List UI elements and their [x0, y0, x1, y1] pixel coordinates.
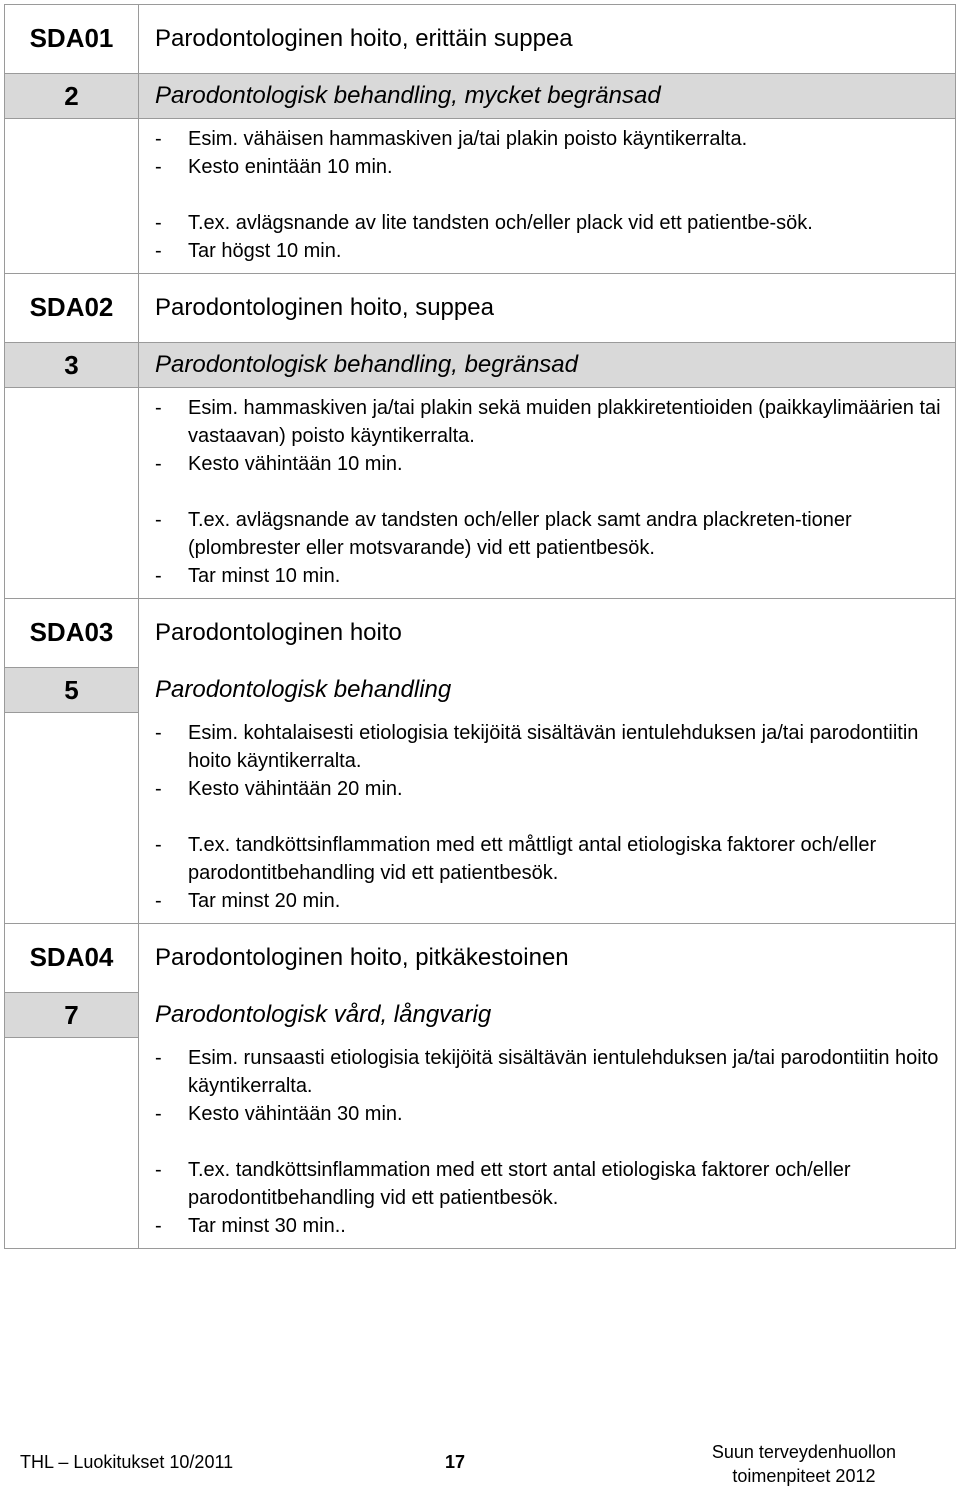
description [155, 388, 943, 598]
swedish-list [155, 1156, 943, 1240]
swedish-title: Parodontologisk behandling, mycket begränsad [155, 82, 661, 109]
footer-publication: THL – Luokitukset 10/2011 [20, 1452, 234, 1472]
procedure-number: 5 [5, 667, 138, 713]
description [155, 1038, 943, 1248]
list-item: - Tar minst 30 min.. [155, 1212, 943, 1240]
text-column [139, 5, 955, 273]
list-item: - Esim. runsaasti etiologisia tekijöitä sisältävän ientulehduksen ja/tai parodontiitin hoito käyntikerralta. [155, 1044, 943, 1100]
code-column [5, 274, 139, 598]
text-column [139, 924, 955, 1248]
list-item: - Tar minst 10 min. [155, 562, 943, 590]
list-item: - Tar minst 20 min. [155, 887, 943, 915]
code-column [5, 599, 139, 923]
entry-sda04 [5, 924, 955, 1248]
procedure-code: SDA02 [29, 292, 114, 322]
list-item: - Kesto vähintään 20 min. [155, 775, 943, 803]
entry-sda03 [5, 599, 955, 924]
swedish-list [155, 506, 943, 590]
list-item: - Esim. kohtalaisesti etiologisia tekijöitä sisältävän ientulehduksen ja/tai parodontiitin hoito käyntikerralta. [155, 719, 943, 775]
list-item: - Kesto enintään 10 min. [155, 153, 943, 181]
finnish-list [155, 719, 943, 803]
finnish-list [155, 394, 943, 478]
description [155, 119, 943, 273]
procedure-code: SDA03 [29, 617, 114, 647]
procedure-code: SDA01 [29, 23, 114, 53]
code-column [5, 924, 139, 1248]
swedish-list [155, 209, 943, 265]
finnish-title: Parodontologinen hoito, erittäin suppea [155, 25, 573, 52]
list-item: - Kesto vähintään 10 min. [155, 450, 943, 478]
list-item: - Kesto vähintään 30 min. [155, 1100, 943, 1128]
finnish-list [155, 125, 943, 181]
entry-sda02 [5, 274, 955, 599]
entry-sda01 [5, 5, 955, 274]
finnish-title: Parodontologinen hoito, suppea [155, 294, 494, 321]
list-item: - T.ex. avlägsnande av lite tandsten och/eller plack vid ett patientbe-sök. [155, 209, 943, 237]
procedure-code: SDA04 [29, 942, 114, 972]
finnish-title: Parodontologinen hoito, pitkäkestoinen [155, 944, 569, 971]
footer-document-title [712, 1440, 896, 1488]
list-item: - T.ex. avlägsnande av tandsten och/eller plack samt andra plackreten-tioner (plombrester eller motsvarande) vid ett patientbesök. [155, 506, 943, 562]
swedish-title: Parodontologisk behandling, begränsad [155, 351, 578, 378]
code-column [5, 5, 139, 273]
page-footer [0, 1440, 960, 1487]
swedish-list [155, 831, 943, 915]
description [155, 713, 943, 923]
footer-title-line: Suun terveydenhuollon [711, 1442, 896, 1462]
text-column [139, 599, 955, 923]
list-item: - T.ex. tandköttsinflammation med ett måttligt antal etiologiska faktorer och/eller parodontitbehandling vid ett patientbesök. [155, 831, 943, 887]
text-column [139, 274, 955, 598]
procedure-code-table [4, 4, 956, 1249]
swedish-title: Parodontologisk vård, långvarig [155, 1001, 492, 1028]
procedure-number: 2 [5, 73, 138, 119]
list-item: - Tar högst 10 min. [155, 237, 943, 265]
swedish-title: Parodontologisk behandling [155, 676, 452, 703]
finnish-title: Parodontologinen hoito [155, 619, 402, 646]
procedure-number: 3 [5, 342, 138, 388]
list-item: - Esim. vähäisen hammaskiven ja/tai plakin poisto käyntikerralta. [155, 125, 943, 153]
procedure-number: 7 [5, 992, 138, 1038]
list-item: - T.ex. tandköttsinflammation med ett stort antal etiologiska faktorer och/eller parodontitbehandling vid ett patientbesök. [155, 1156, 943, 1212]
finnish-list [155, 1044, 943, 1128]
page-number: 17 [445, 1452, 466, 1472]
footer-title-line: toimenpiteet 2012 [732, 1466, 876, 1486]
list-item: - Esim. hammaskiven ja/tai plakin sekä muiden plakkiretentioiden (paikkaylimäärien tai vastaavan) poisto käyntikerralta. [155, 394, 943, 450]
